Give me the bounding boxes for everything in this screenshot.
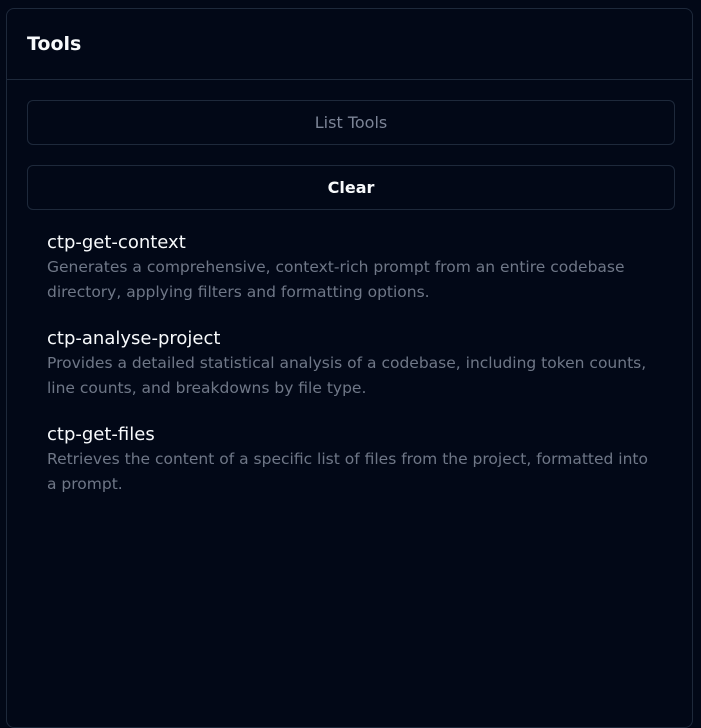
tool-name: ctp-analyse-project xyxy=(47,328,221,349)
tool-list xyxy=(27,230,673,497)
tool-description: Retrieves the content of a specific list of files from the project, formatted into a prompt. xyxy=(47,450,648,493)
tool-description: Provides a detailed statistical analysis of a codebase, including token counts, line counts, and breakdowns by file type. xyxy=(47,354,647,397)
tool-name: ctp-get-context xyxy=(47,232,186,253)
panel-header xyxy=(7,9,692,80)
tools-panel xyxy=(6,8,693,728)
tool-item-get-context xyxy=(47,230,673,305)
tool-name: ctp-get-files xyxy=(47,424,155,445)
tool-item-analyse-project xyxy=(47,326,673,401)
tool-item-get-files xyxy=(47,422,673,497)
clear-button[interactable]: Clear xyxy=(27,165,675,210)
tool-description: Generates a comprehensive, context-rich prompt from an entire codebase directory, applying filters and formatting options. xyxy=(47,258,625,301)
panel-title: Tools xyxy=(27,33,82,55)
panel-body xyxy=(7,80,692,497)
list-tools-button[interactable]: List Tools xyxy=(27,100,675,145)
